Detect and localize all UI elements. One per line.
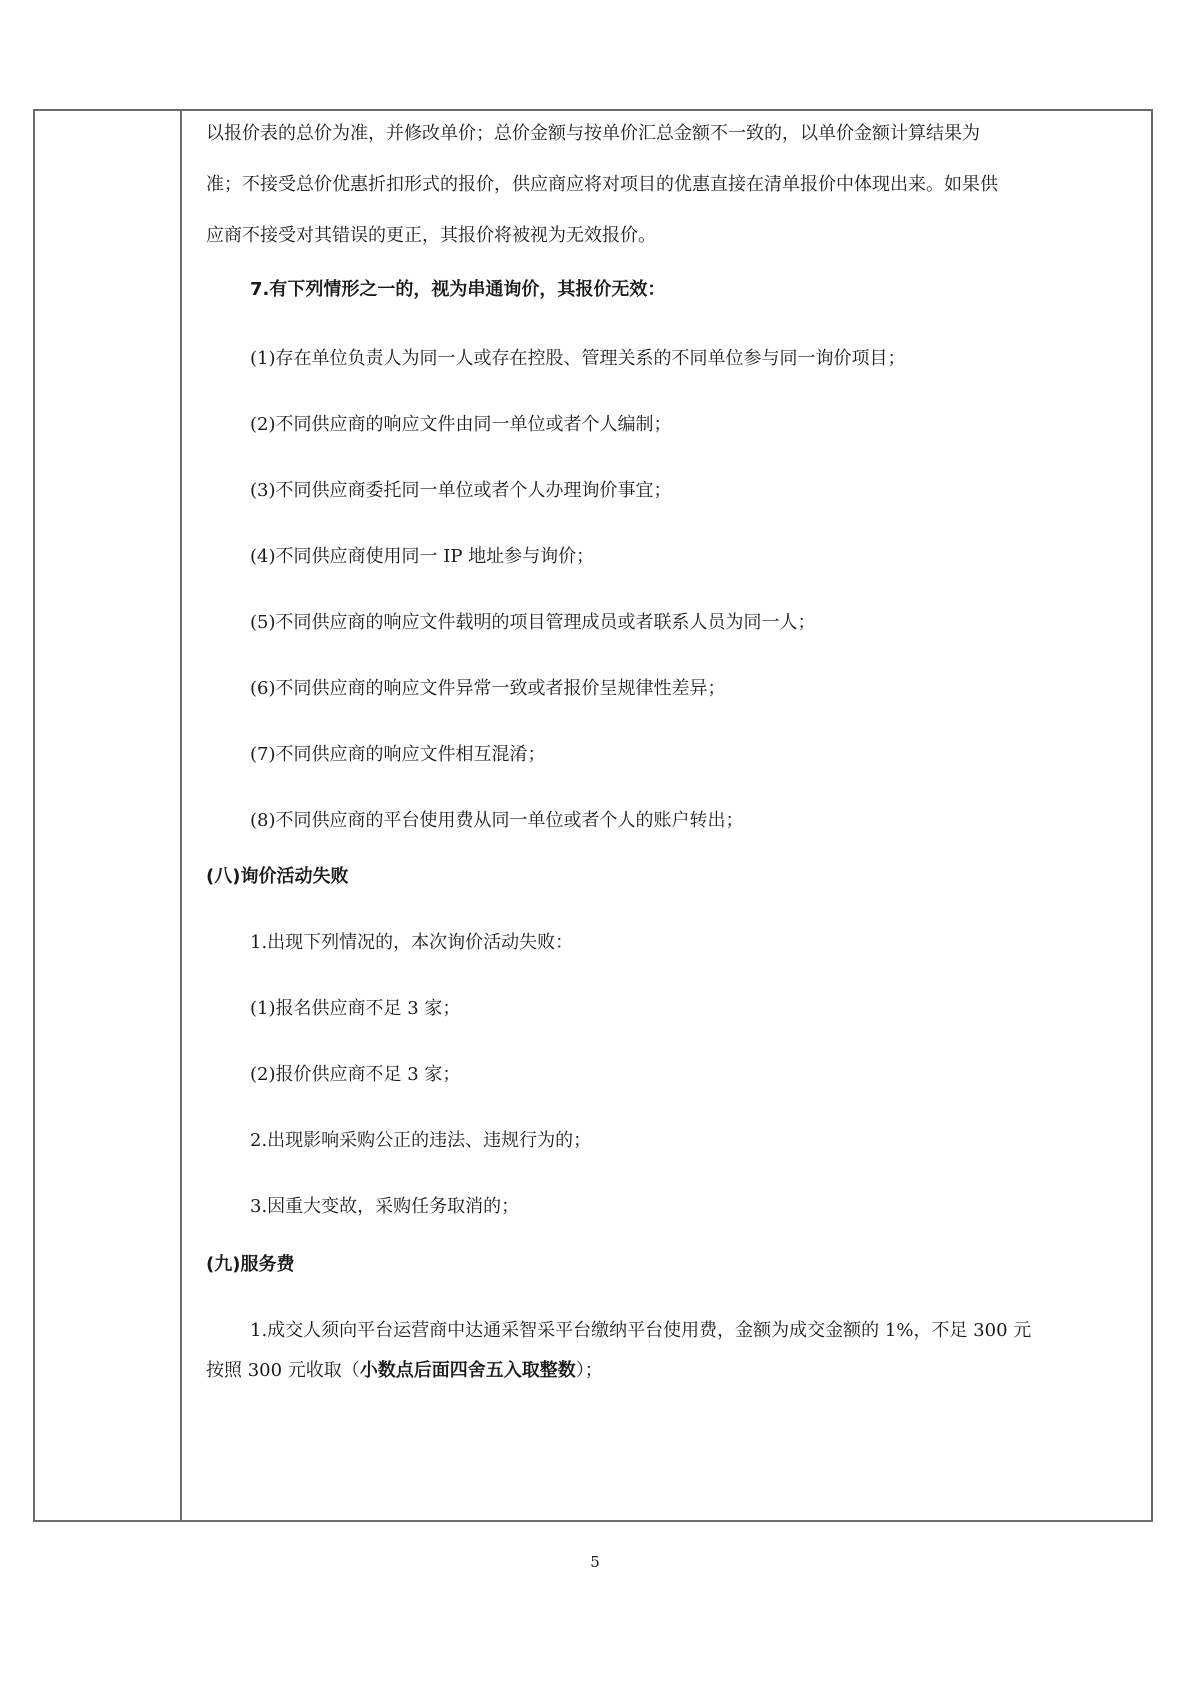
paragraph-line <box>206 1359 603 1383</box>
paragraph-line: 以报价表的总价为准，并修改单价；总价金额与按单价汇总金额不一致的，以单价金额计算结果为 <box>206 123 980 144</box>
page-number: 5 <box>590 1553 600 1571</box>
fee-emphasis: 小数点后面四舍五入取整数 <box>359 1360 576 1381</box>
list-item: (6)不同供应商的响应文件异常一致或者报价呈规律性差异； <box>250 678 726 699</box>
paragraph-line: 1.成交人须向平台运营商中达通采智采平台缴纳平台使用费，金额为成交金额的 1%，不足 300 元 <box>250 1320 1032 1341</box>
fee-text: 按照 300 元收取（ <box>206 1360 360 1381</box>
list-item: (4)不同供应商使用同一 IP 地址参与询价； <box>250 546 595 567</box>
table-content-cell <box>184 111 1151 1520</box>
list-item: (2)报价供应商不足 3 家； <box>250 1064 461 1085</box>
table-left-column <box>35 111 182 1520</box>
fee-text-end: ）； <box>575 1360 603 1381</box>
list-item: 3.因重大变故，采购任务取消的； <box>250 1196 520 1217</box>
list-item: 1.出现下列情况的，本次询价活动失败： <box>250 932 574 953</box>
list-item: (3)不同供应商委托同一单位或者个人办理询价事宜； <box>250 480 672 501</box>
paragraph-line: 应商不接受对其错误的更正，其报价将被视为无效报价。 <box>206 225 656 246</box>
section-7-title: 有下列情形之一的，视为串通询价，其报价无效： <box>269 279 666 300</box>
list-item: (2)不同供应商的响应文件由同一单位或者个人编制； <box>250 414 672 435</box>
list-item: (7)不同供应商的响应文件相互混淆； <box>250 744 546 765</box>
section-8-heading: (八)询价活动失败 <box>206 866 349 887</box>
list-item: (1)报名供应商不足 3 家； <box>250 998 461 1019</box>
section-9-heading: (九)服务费 <box>206 1254 295 1275</box>
list-item: 2.出现影响采购公正的违法、违规行为的； <box>250 1130 592 1151</box>
list-item: (8)不同供应商的平台使用费从同一单位或者个人的账户转出； <box>250 810 744 831</box>
section-7-number: 7. <box>250 279 270 300</box>
document-table <box>33 109 1153 1522</box>
paragraph-line: 准；不接受总价优惠折扣形式的报价，供应商应将对项目的优惠直接在清单报价中体现出来。如果供 <box>206 174 998 195</box>
section-7-heading <box>250 278 665 302</box>
list-item: (1)存在单位负责人为同一人或存在控股、管理关系的不同单位参与同一询价项目； <box>250 348 906 369</box>
list-item: (5)不同供应商的响应文件载明的项目管理成员或者联系人员为同一人； <box>250 612 816 633</box>
